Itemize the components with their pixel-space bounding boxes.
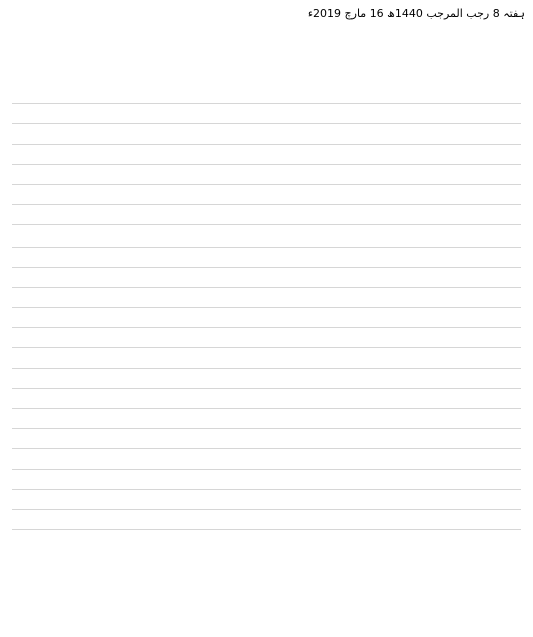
text-line-placeholder [8, 334, 525, 354]
text-line-placeholder [8, 254, 525, 274]
text-line-placeholder [8, 435, 525, 455]
article-body [8, 90, 525, 536]
text-line-placeholder [8, 476, 525, 496]
text-line-placeholder [8, 233, 525, 253]
text-line-placeholder [8, 130, 525, 150]
text-line-placeholder [8, 395, 525, 415]
text-line-placeholder [8, 294, 525, 314]
text-line-placeholder [8, 274, 525, 294]
text-line-placeholder [8, 516, 525, 536]
text-line-placeholder [8, 415, 525, 435]
text-line-placeholder [8, 354, 525, 374]
article-paragraph [8, 90, 525, 231]
text-line-placeholder [8, 496, 525, 516]
text-line-placeholder [8, 151, 525, 171]
article-paragraph [8, 233, 525, 536]
text-line-placeholder [8, 171, 525, 191]
text-line-placeholder [8, 110, 525, 130]
text-line-placeholder [8, 90, 525, 110]
dateline: ہفتہ 8 رجب المرجب 1440ھ 16 مارچ 2019ء [307, 7, 525, 20]
text-line-placeholder [8, 191, 525, 211]
headline [8, 32, 525, 56]
text-line-placeholder [8, 455, 525, 475]
subheadline [8, 58, 525, 76]
text-line-placeholder [8, 314, 525, 334]
text-line-placeholder [8, 211, 525, 231]
text-line-placeholder [8, 375, 525, 395]
